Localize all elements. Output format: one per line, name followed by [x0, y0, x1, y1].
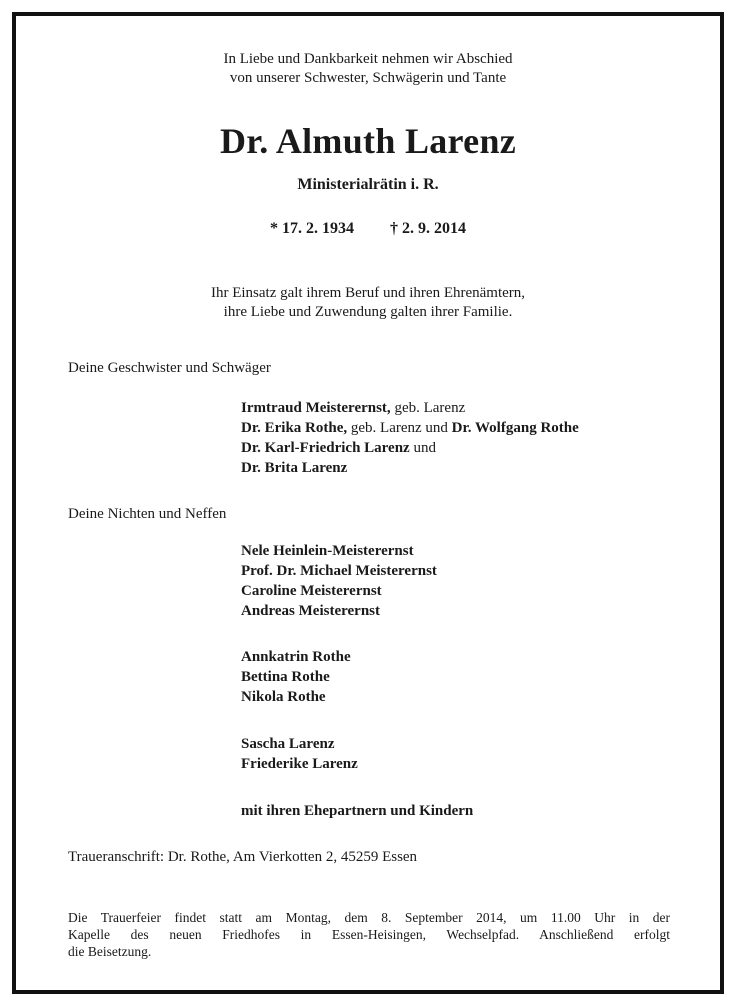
list-item: Nele Heinlein-Meisterernst — [241, 543, 414, 559]
sibling-name: Dr. Wolfgang Rothe — [451, 420, 579, 436]
list-item: Dr. Karl-Friedrich Larenz und — [241, 440, 436, 456]
nieces-group-rothe — [241, 647, 351, 707]
list-item: Nikola Rothe — [241, 689, 326, 705]
birth-date: * 17. 2. 1934 — [270, 220, 354, 237]
list-item: Andreas Meisterernst — [241, 603, 380, 619]
funeral-info — [68, 909, 670, 960]
funeral-line-1: Die Trauerfeier findet statt am Montag, dem 8. September 2014, um 11.00 Uhr in der — [68, 910, 670, 925]
siblings-label: Deine Geschwister und Schwäger — [68, 360, 271, 376]
funeral-line-2: Kapelle des neuen Friedhofes in Essen-Heisingen, Wechselpfad. Anschließend erfolgt — [68, 927, 670, 942]
nieces-group-meisterernst — [241, 541, 437, 621]
tribute-line-2: ihre Liebe und Zuwendung galten ihrer Familie. — [223, 304, 513, 320]
list-item: Prof. Dr. Michael Meisterernst — [241, 563, 437, 579]
list-item: Caroline Meisterernst — [241, 583, 382, 599]
intro-text — [16, 50, 720, 88]
closing-line: mit ihren Ehepartnern und Kindern — [241, 803, 474, 819]
deceased-title: Ministerialrätin i. R. — [297, 176, 439, 193]
siblings-list — [241, 398, 579, 478]
sibling-name: Dr. Brita Larenz — [241, 460, 348, 476]
intro-line-1: In Liebe und Dankbarkeit nehmen wir Abschied — [223, 51, 513, 67]
list-item: Bettina Rothe — [241, 669, 330, 685]
sibling-name: Dr. Karl-Friedrich Larenz — [241, 440, 410, 456]
deceased-name: Dr. Almuth Larenz — [219, 121, 517, 161]
list-item: Irmtraud Meisterernst, geb. Larenz — [241, 400, 466, 416]
funeral-line-3: die Beisetzung. — [68, 944, 152, 959]
intro-line-2: von unserer Schwester, Schwägerin und Tante — [229, 70, 507, 86]
nieces-label: Deine Nichten und Neffen — [68, 506, 227, 522]
life-dates — [16, 220, 720, 238]
list-item — [241, 458, 579, 478]
death-date: † 2. 9. 2014 — [390, 220, 466, 237]
tribute-text — [16, 284, 720, 322]
list-item: Friederike Larenz — [241, 756, 358, 772]
tribute-line-1: Ihr Einsatz galt ihrem Beruf und ihren Ehrenämtern, — [210, 285, 526, 301]
list-item: Annkatrin Rothe — [241, 649, 351, 665]
nieces-group-larenz — [241, 734, 358, 774]
sibling-name: Irmtraud Meisterernst, — [241, 400, 391, 416]
list-item: Sascha Larenz — [241, 736, 335, 752]
list-item: Dr. Erika Rothe, geb. Larenz und Dr. Wolfgang Rothe — [241, 420, 579, 436]
sibling-name: Dr. Erika Rothe, — [241, 420, 348, 436]
mourning-address: Traueranschrift: Dr. Rothe, Am Vierkotten 2, 45259 Essen — [68, 849, 418, 865]
